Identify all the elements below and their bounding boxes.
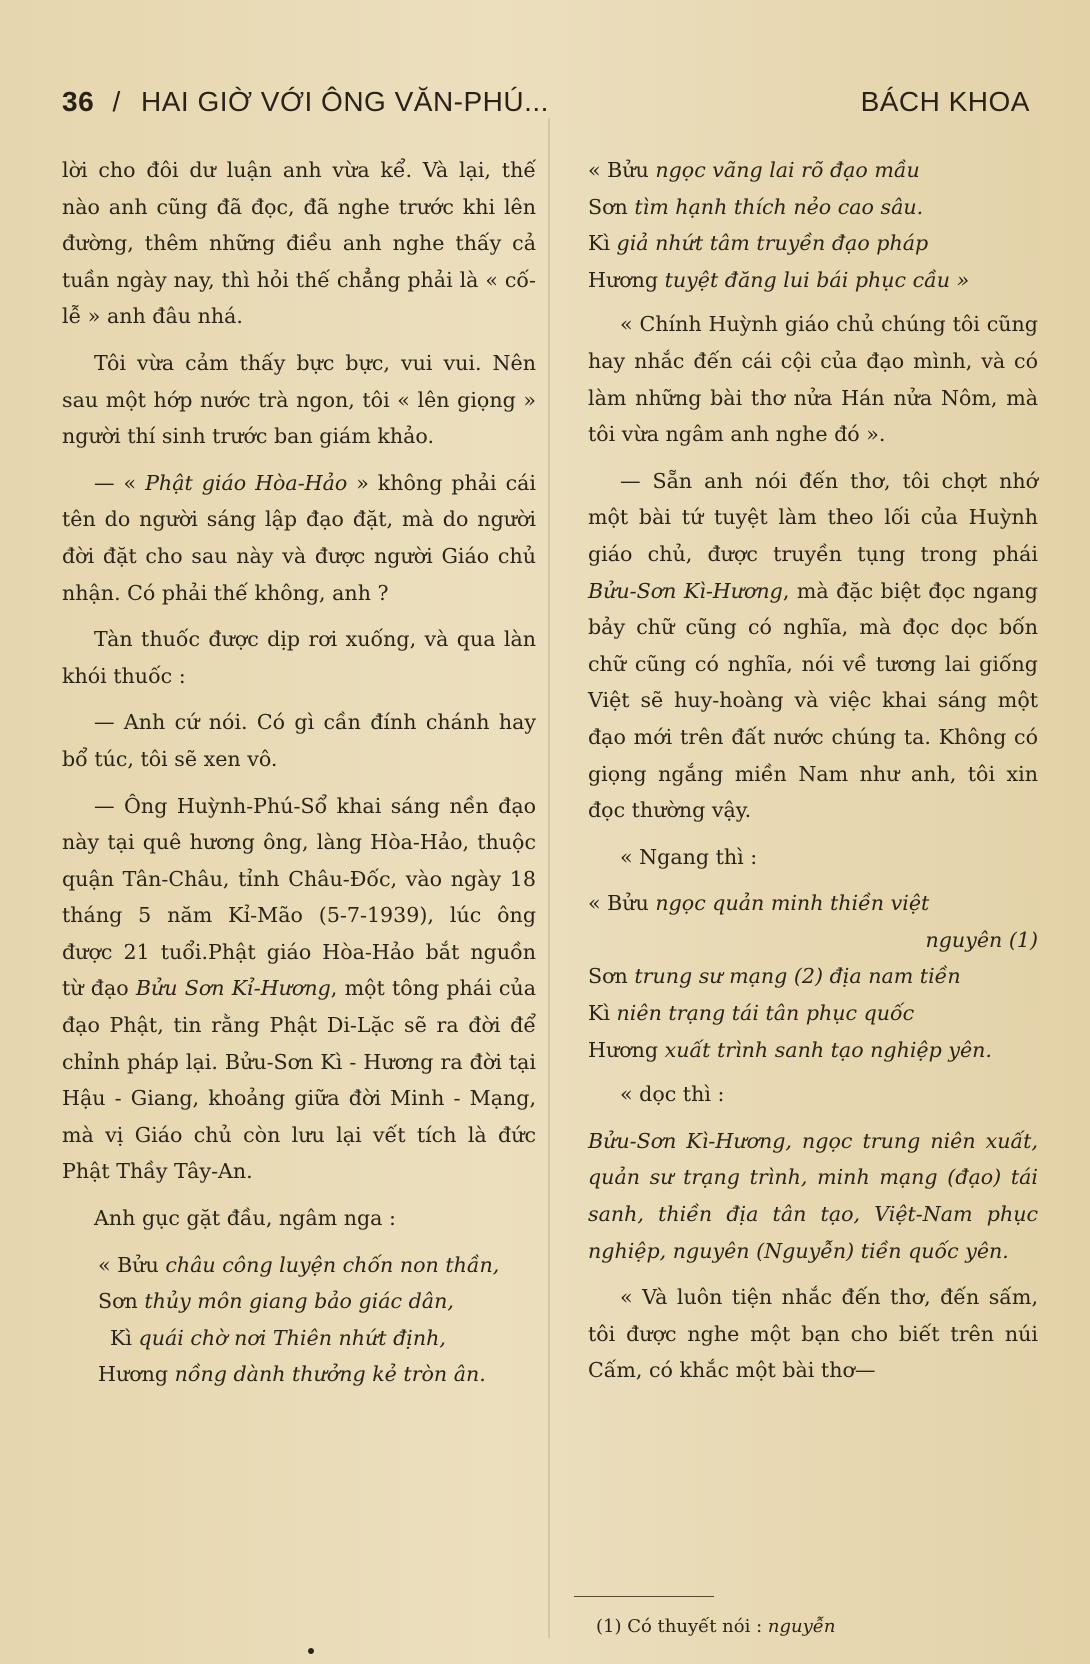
poem <box>62 1247 536 1393</box>
running-header <box>62 86 1030 126</box>
paragraph: — Anh cứ nói. Có gì cần đính chánh hay bổ túc, tôi sẽ xen vô. <box>62 710 536 771</box>
page-gutter <box>548 118 550 1638</box>
poem-line: « Bửu ngọc quản minh thiền việt <box>588 891 930 916</box>
footnote: (1) Có thuyết nói : nguyễn <box>596 1616 836 1637</box>
page-dot <box>308 1648 314 1654</box>
header-separator: / <box>112 86 121 117</box>
acrostic-poem <box>588 885 1038 1068</box>
article-title: HAI GIỜ VỚI ÔNG VĂN-PHÚ... <box>141 86 549 117</box>
poem-line: Hương nồng dành thưởng kẻ tròn ân. <box>98 1362 486 1387</box>
paragraph: — « Phật giáo Hòa-Hảo » không phải cái tên do người sáng lập đạo đặt, mà do người đời đặt cho sau này và được người Giáo chủ nhận. Có phải thế không, anh ? <box>62 470 536 605</box>
right-column <box>588 152 1038 1399</box>
paragraph-italic: Bửu-Sơn Kì-Hương, ngọc trung niên xuất, quản sư trạng trình, minh mạng (đạo) tái sanh, thiền địa tân tạo, Việt-Nam phục nghiệp, nguyên (Nguyễn) tiền quốc yên. <box>588 1128 1038 1263</box>
poem-line: « Bửu ngọc vãng lai rõ đạo mầu <box>588 158 920 182</box>
paragraph: Tàn thuốc được dịp rơi xuống, và qua làn khói thuốc : <box>62 627 536 688</box>
page-number: 36 <box>62 86 95 117</box>
poem-line-continuation: nguyên (1) <box>925 927 1038 952</box>
poem-line: Sơn trung sư mạng (2) địa nam tiền <box>588 964 961 989</box>
magazine-name: BÁCH KHOA <box>860 86 1030 117</box>
poem-line: Kì niên trạng tái tân phục quốc <box>588 1001 915 1026</box>
paragraph: — Ông Huỳnh-Phú-Sổ khai sáng nền đạo này tại quê hương ông, làng Hòa-Hảo, thuộc quận Tân-Châu, tỉnh Châu-Đốc, vào ngày 18 tháng 5 năm Kỉ-Mão (5-7-1939), lúc ông được 21 tuổi.Phật giáo Hòa-Hảo bắt nguồn từ đạo Bửu Sơn Kỉ-Hương, một tông phái của đạo Phật, tin rằng Phật Di-Lặc sẽ ra đời để chỉnh pháp lại. Bửu-Sơn Kì - Hương ra đời tại Hậu - Giang, khoảng giữa đời Minh - Mạng, mà vị Giáo chủ còn lưu lại vết tích là đức Phật Thầy Tây-An. <box>62 793 536 1184</box>
paragraph: « Và luôn tiện nhắc đến thơ, đến sấm, tôi được nghe một bạn cho biết trên núi Cấm, có khắc một bài thơ— <box>588 1285 1038 1383</box>
poem-line: Sơn thủy môn giang bảo giác dân, <box>98 1289 454 1314</box>
header-left <box>62 86 549 118</box>
poem-line: Kì quái chờ nơi Thiên nhứt định, <box>110 1325 446 1350</box>
paragraph: Tôi vừa cảm thấy bực bực, vui vui. Nên sau một hớp nước trà ngon, tôi « lên giọng » người thí sinh trước ban giám khảo. <box>62 350 536 449</box>
poem-line: Hương tuyệt đăng lui bái phục cầu » <box>588 267 970 292</box>
paragraph: « Ngang thì : <box>620 844 758 869</box>
footnote-rule <box>574 1596 714 1597</box>
poem <box>588 152 1038 298</box>
paragraph: — Sẵn anh nói đến thơ, tôi chợt nhớ một bài tứ tuyệt làm theo lối của Huỳnh giáo chủ, được truyền tụng trong phái Bửu-Sơn Kì-Hương, mà đặc biệt đọc ngang bảy chữ cũng có nghĩa, mà đọc dọc bốn chữ cũng có nghĩa, nói về tương lai giống Việt sẽ huy-hoàng và việc khai sáng một đạo mới trên đất nước chúng ta. Không có giọng ngắng miền Nam như anh, tôi xin đọc thường vậy. <box>588 468 1038 823</box>
poem-line: Sơn tìm hạnh thích nẻo cao sâu. <box>588 194 924 219</box>
left-column <box>62 152 536 1401</box>
poem-line: Hương xuất trình sanh tạo nghiệp yên. <box>588 1037 992 1062</box>
paragraph: « dọc thì : <box>620 1082 725 1107</box>
paragraph: « Chính Huỳnh giáo chủ chúng tôi cũng hay nhắc đến cái cội của đạo mình, và có làm những bài thơ nửa Hán nửa Nôm, mà tôi vừa ngâm anh nghe đó ». <box>588 312 1038 447</box>
paragraph: Anh gục gặt đầu, ngâm nga : <box>94 1206 396 1231</box>
poem-line: « Bửu châu công luyện chốn non thần, <box>98 1252 500 1277</box>
paragraph: lời cho đôi dư luận anh vừa kể. Và lại, thế nào anh cũng đã đọc, đã nghe trước khi lên đường, thêm những điều anh nghe thấy cả tuần ngày nay, thì hỏi thế chẳng phải là « cố-lễ » anh đâu nhá. <box>62 158 536 329</box>
poem-line: Kì giả nhứt tâm truyền đạo pháp <box>588 231 929 256</box>
